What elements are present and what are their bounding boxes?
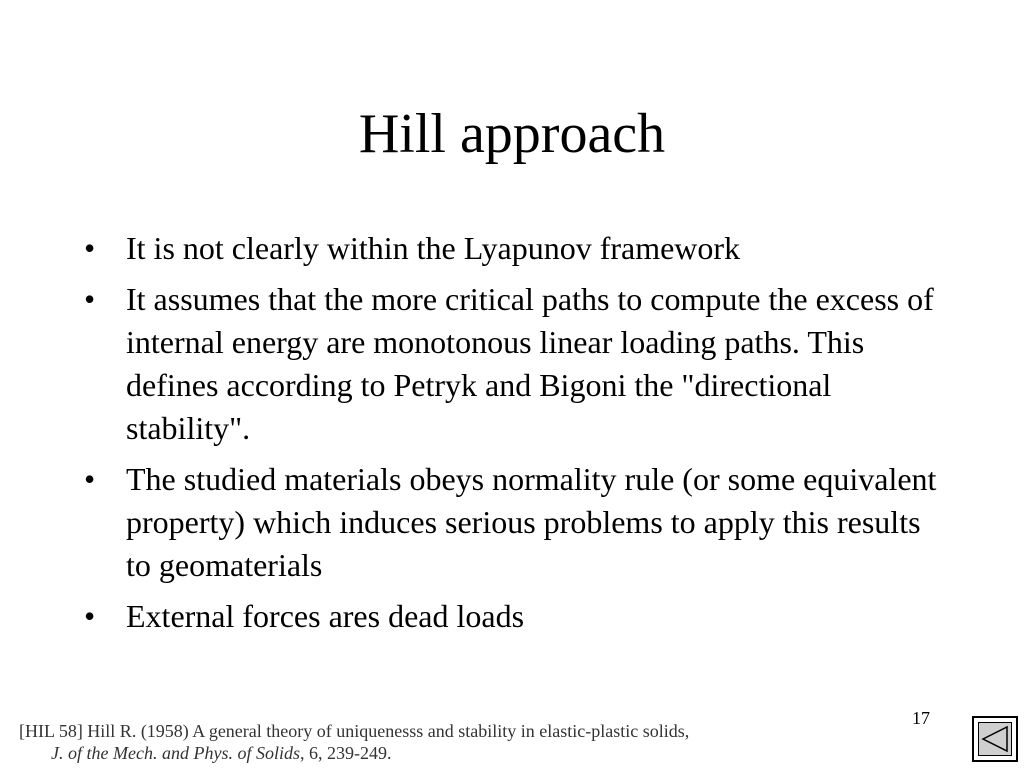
button-face (978, 722, 1012, 756)
page-number: 17 (912, 708, 930, 728)
bullet-text: The studied materials obeys normality rule (or some equivalent property) which induces serious problems to apply this results to geomaterials (126, 461, 937, 583)
bullet-item (84, 227, 944, 270)
previous-slide-button[interactable] (972, 716, 1018, 762)
triangle-left-icon (979, 723, 1011, 755)
bullet-text: External forces ares dead loads (126, 598, 525, 634)
bullet-item (84, 458, 944, 587)
bullet-symbol: • (84, 281, 96, 317)
bullet-text: It assumes that the more critical paths to compute the excess of internal energy are monotonous linear loading paths. This defines according to Petryk and Bigoni the "directional stability". (126, 281, 934, 446)
bullet-text: It is not clearly within the Lyapunov framework (126, 230, 741, 266)
reference-details: , 6, 239-249. (299, 743, 392, 763)
bullet-symbol: • (84, 230, 96, 266)
slide-title: Hill approach (358, 103, 666, 165)
bullet-symbol: • (84, 598, 96, 634)
bullet-item (84, 278, 944, 450)
reference-journal: J. of the Mech. and Phys. of Solids (51, 743, 300, 763)
bullet-list (84, 227, 944, 646)
bullet-item (84, 595, 944, 638)
reference-citation (19, 720, 689, 764)
bullet-symbol: • (84, 461, 96, 497)
reference-line-1: [HIL 58] Hill R. (1958) A general theory of uniquenesss and stability in elastic-plastic solids, (19, 721, 690, 741)
reference-line-2 (19, 742, 689, 764)
